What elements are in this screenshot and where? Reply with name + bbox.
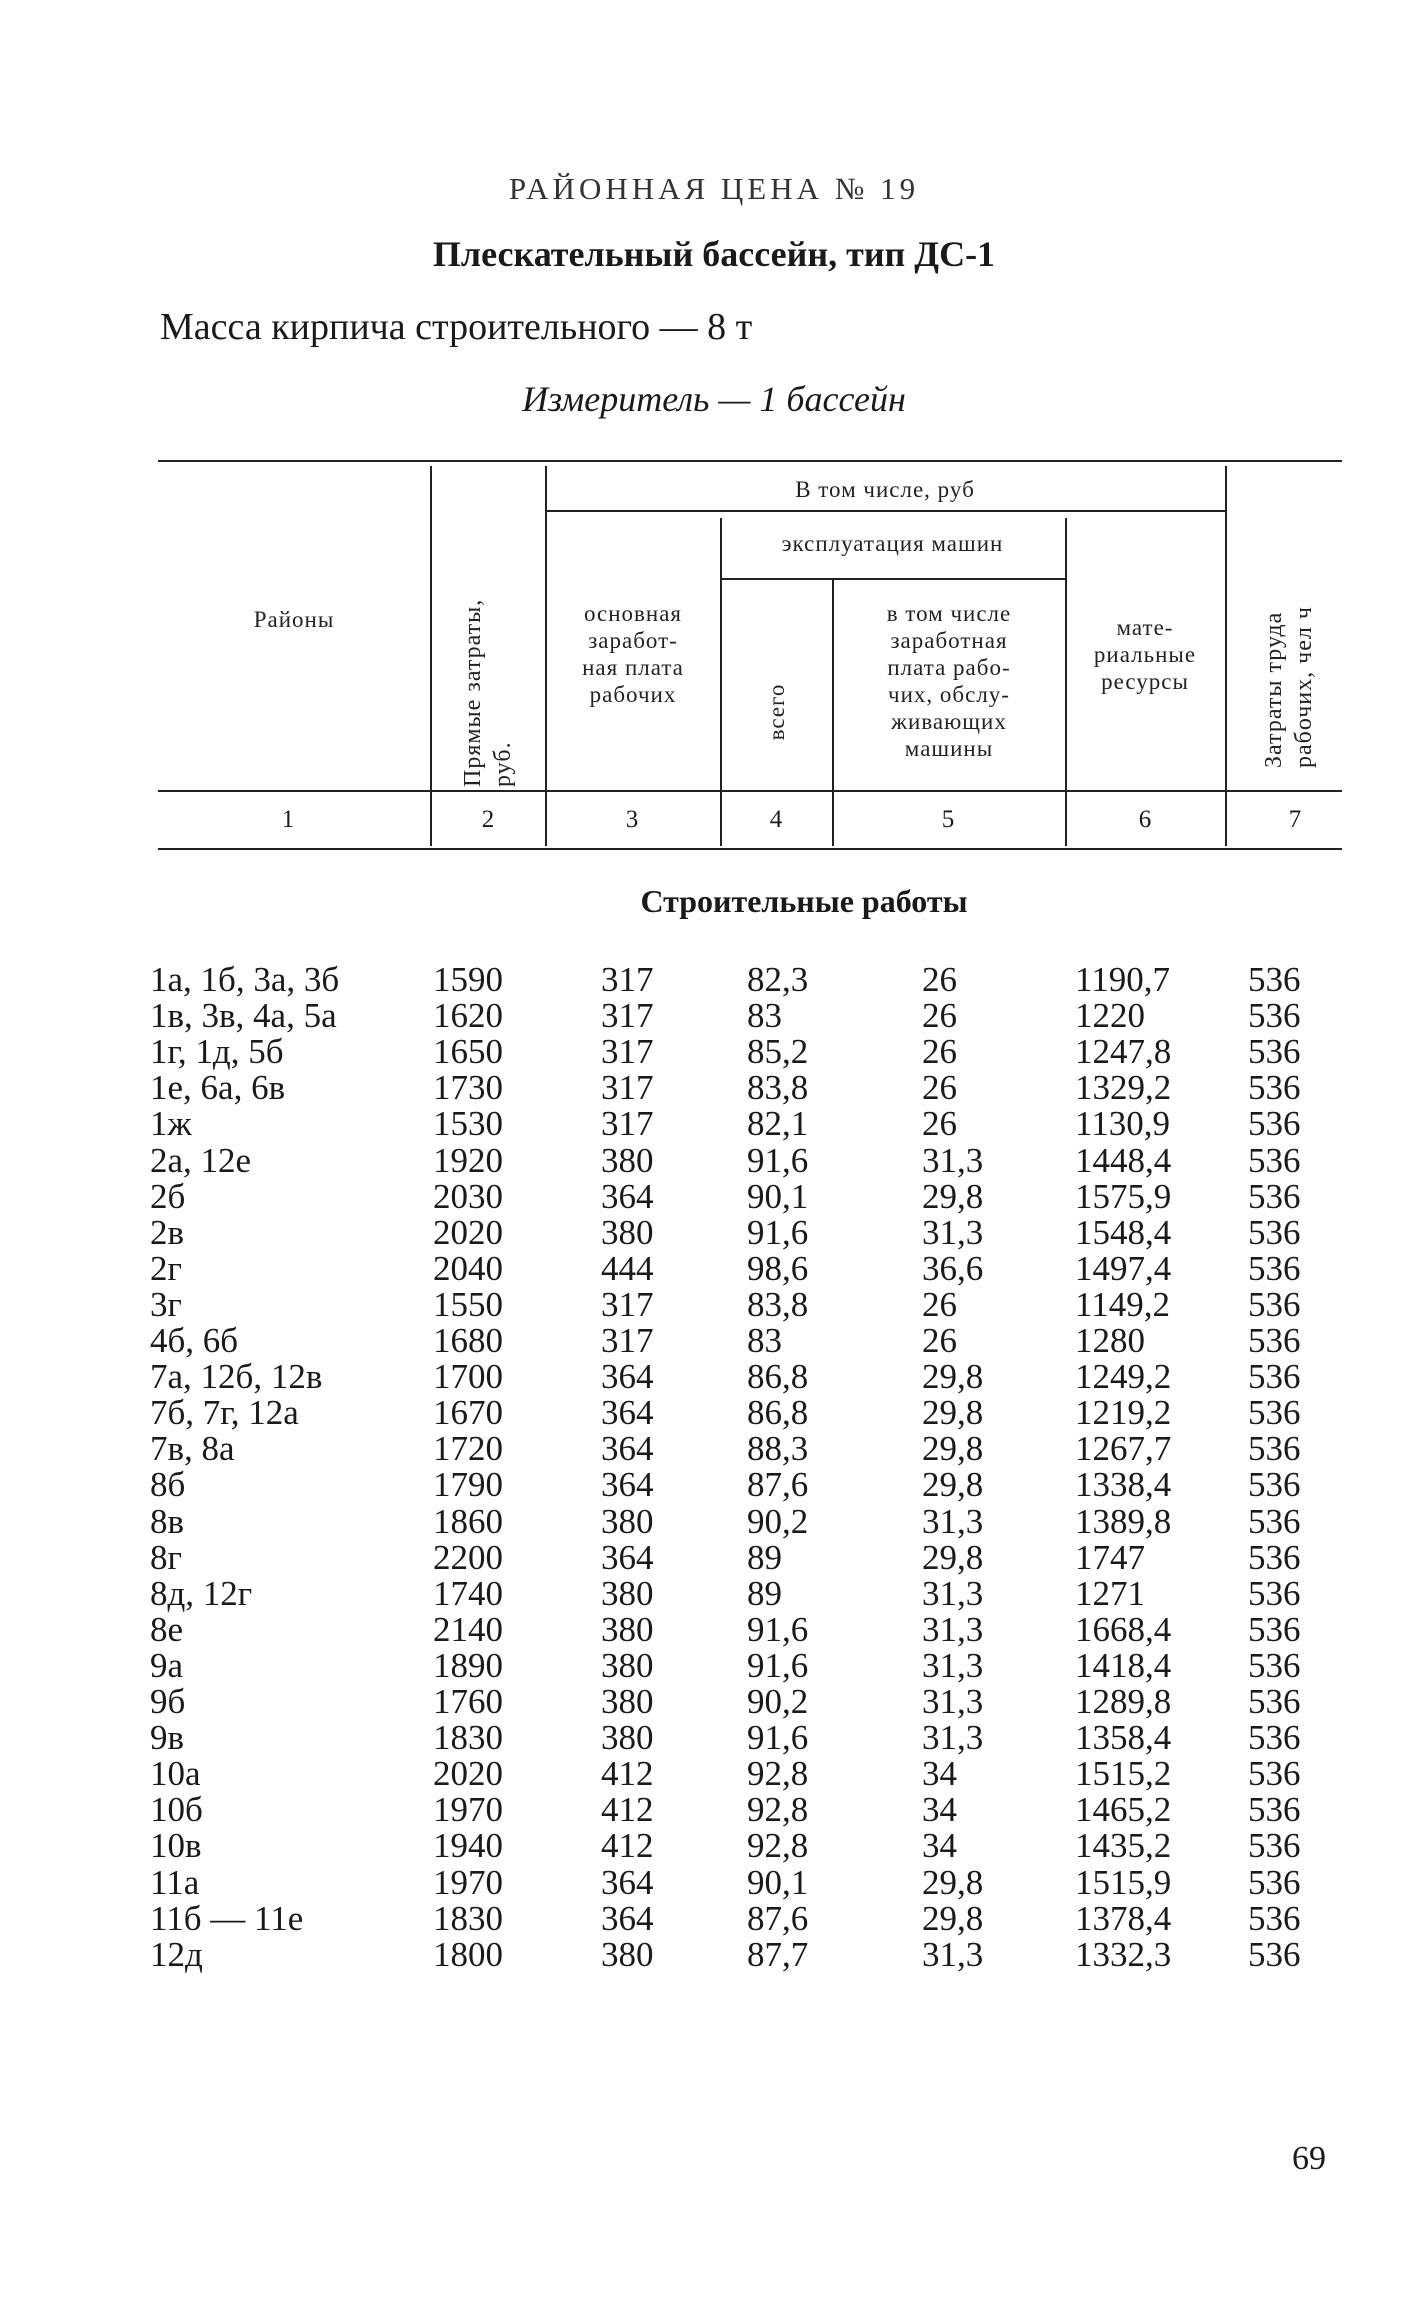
table-row [0,1828,1428,1864]
table-cell: 86,8 [747,1357,809,1397]
table-cell: 317 [601,1068,654,1108]
table-cell: 1890 [433,1645,503,1685]
table-row [0,1323,1428,1359]
header-machine-operation: эксплуатация машин [781,531,1004,556]
table-cell: 317 [601,1104,654,1144]
table-cell: 536 [1248,1284,1301,1324]
table-cell: 8в [150,1501,185,1541]
table-cell: 10б [150,1790,203,1830]
table-cell: 1970 [433,1790,503,1830]
table-row [0,998,1428,1034]
column-number: 6 [1138,806,1152,833]
table-cell: 1247,8 [1075,1032,1172,1072]
header-materials: мате- риальные ресурсы [1093,615,1197,694]
table-cell: 536 [1248,1068,1301,1108]
column-number: 2 [481,806,495,833]
table-cell: 2020 [433,1212,503,1252]
table-cell: 98,6 [747,1248,809,1288]
table-cell: 1е, 6а, 6в [150,1068,286,1108]
table-row [0,1284,1428,1324]
table-cell: 91,6 [747,1609,809,1649]
table-cell: 412 [601,1826,654,1866]
table-cell: 1575,9 [1075,1176,1172,1216]
table-cell: 29,8 [922,1393,984,1433]
header-direct-costs: Прямые затраты, руб. [460,598,516,787]
table-cell: 1358,4 [1075,1718,1172,1758]
table-cell: 317 [601,996,654,1036]
table-cell: 380 [601,1609,654,1649]
table-cell: 380 [601,1682,654,1721]
table-cell: 536 [1248,1934,1301,1974]
table-cell: 83 [747,1321,782,1360]
table-cell: 4б, 6б [150,1321,239,1360]
table-cell: 536 [1248,1862,1301,1902]
table-cell: 31,3 [922,1140,984,1180]
table-cell: 536 [1248,1501,1301,1541]
table-cell: 31,3 [922,1718,984,1758]
table-cell: 92,8 [747,1826,809,1866]
table-cell: 536 [1248,1573,1301,1613]
table-row [0,1537,1428,1577]
table-cell: 1378,4 [1075,1898,1172,1938]
table-cell: 10а [150,1754,201,1794]
table-cell: 9б [150,1682,186,1721]
table-row [0,1645,1428,1685]
table-cell: 2030 [433,1176,503,1216]
table-cell: 9а [150,1645,184,1685]
table-row [0,1359,1428,1395]
table-cell: 1389,8 [1075,1501,1172,1541]
table-cell: 536 [1248,1321,1301,1360]
table-cell: 1267,7 [1075,1429,1172,1469]
table-row [0,1140,1428,1180]
table-cell: 1720 [433,1429,503,1469]
table-cell: 90,2 [747,1501,809,1541]
table-cell: 1515,9 [1075,1862,1172,1902]
table-cell: 34 [922,1790,957,1830]
table-cell: 82,1 [747,1104,809,1144]
table-cell: 82,3 [747,960,809,999]
header-machine-wage: в том числе заработная плата рабо- чих, обслу- живающих машины [886,601,1012,761]
table-cell: 26 [922,1032,957,1072]
table-cell: 317 [601,1032,654,1072]
table-cell: 536 [1248,1032,1301,1072]
table-cell: 1650 [433,1032,503,1072]
table-cell: 1149,2 [1075,1284,1170,1324]
table-cell: 1920 [433,1140,503,1180]
table-cell: 83 [747,996,782,1036]
table-cell: 380 [601,1573,654,1613]
table-cell: 1ж [150,1104,192,1144]
table-cell: 8е [150,1609,184,1649]
table-cell: 380 [601,1645,654,1685]
table-cell: 91,6 [747,1140,809,1180]
table-cell: 1668,4 [1075,1609,1172,1649]
table-row [0,1106,1428,1142]
table-row [0,1034,1428,1070]
table-row [0,1212,1428,1252]
table-cell: 1130,9 [1075,1104,1170,1144]
table-cell: 1497,4 [1075,1248,1172,1288]
table-cell: 7в, 8а [150,1429,235,1469]
table-cell: 11б — 11е [150,1898,304,1938]
table-cell: 29,8 [922,1176,984,1216]
header-labor: Затраты труда рабочих, чел ч [1261,606,1317,768]
column-number: 3 [625,806,639,833]
table-row [0,1609,1428,1649]
table-cell: 1548,4 [1075,1212,1172,1252]
table-cell: 11а [150,1862,200,1902]
table-cell: 2020 [433,1754,503,1794]
table-cell: 29,8 [922,1898,984,1938]
table-cell: 1940 [433,1826,503,1866]
table-cell: 83,8 [747,1068,809,1108]
table-cell: 1а, 1б, 3а, 3б [150,960,340,999]
table-cell: 26 [922,1068,957,1108]
column-number: 5 [941,806,955,833]
table-cell: 536 [1248,1357,1301,1397]
table-cell: 1800 [433,1934,503,1974]
table-cell: 536 [1248,1826,1301,1866]
table-cell: 1280 [1075,1321,1145,1360]
table-cell: 2040 [433,1248,503,1288]
table-cell: 29,8 [922,1357,984,1397]
table-cell: 31,3 [922,1645,984,1685]
price-number-heading: РАЙОННАЯ ЦЕНА № 19 [508,171,920,206]
table-cell: 1465,2 [1075,1790,1172,1830]
table-cell: 536 [1248,1898,1301,1938]
table-cell: 9в [150,1718,185,1758]
column-number: 1 [281,806,295,833]
table-cell: 1620 [433,996,503,1036]
table-row [0,1862,1428,1902]
table-cell: 536 [1248,1104,1301,1144]
table-cell: 31,3 [922,1212,984,1252]
table-cell: 364 [601,1357,654,1397]
table-row [0,1395,1428,1431]
table-cell: 91,6 [747,1212,809,1252]
table-cell: 92,8 [747,1754,809,1794]
table-cell: 8г [150,1537,182,1577]
table-cell: 380 [601,1718,654,1758]
table-cell: 89 [747,1573,782,1613]
table-cell: 364 [601,1898,654,1938]
header-including: В том числе, руб [795,477,975,502]
table-cell: 536 [1248,1212,1301,1252]
table-cell: 1515,2 [1075,1754,1172,1794]
table-cell: 29,8 [922,1429,984,1469]
table-cell: 26 [922,996,957,1036]
table-cell: 1435,2 [1075,1826,1172,1866]
table-cell: 536 [1248,996,1301,1036]
table-cell: 317 [601,960,654,999]
table-cell: 10в [150,1826,202,1866]
table-cell: 1680 [433,1321,503,1360]
header-total: всего [764,683,789,741]
table-cell: 364 [601,1537,654,1577]
table-cell: 1550 [433,1284,503,1324]
table-cell: 2а, 12е [150,1140,252,1180]
table-cell: 536 [1248,1248,1301,1288]
table-row [0,962,1428,998]
brick-mass-note: Масса кирпича строительного — 8 т [160,306,753,348]
table-row [0,1720,1428,1756]
table-cell: 3г [150,1284,182,1324]
table-cell: 364 [601,1862,654,1902]
table-cell: 1747 [1075,1537,1145,1577]
table-cell: 34 [922,1754,957,1794]
table-cell: 364 [601,1176,654,1216]
table-cell: 36,6 [922,1248,984,1288]
table-cell: 26 [922,1321,957,1360]
table-cell: 1338,4 [1075,1465,1172,1505]
table-cell: 380 [601,1212,654,1252]
table-row [0,1176,1428,1216]
table-cell: 91,6 [747,1645,809,1685]
table-cell: 1249,2 [1075,1357,1172,1397]
table-row [0,1792,1428,1828]
table-cell: 2г [150,1248,182,1288]
table-cell: 1790 [433,1465,503,1505]
table-cell: 1730 [433,1068,503,1108]
table-cell: 91,6 [747,1718,809,1758]
table-cell: 31,3 [922,1682,984,1721]
table-cell: 86,8 [747,1393,809,1433]
table-cell: 87,6 [747,1465,809,1505]
table-row [0,1898,1428,1938]
table-cell: 1700 [433,1357,503,1397]
measurement-unit: Измеритель — 1 бассейн [522,379,906,419]
table-cell: 1г, 1д, 5б [150,1032,284,1072]
table-cell: 90,1 [747,1176,809,1216]
table-cell: 536 [1248,1718,1301,1758]
table-cell: 31,3 [922,1934,984,1974]
table-cell: 536 [1248,1176,1301,1216]
table-cell: 29,8 [922,1537,984,1577]
table-cell: 26 [922,1284,957,1324]
table-cell: 1в, 3в, 4а, 5а [150,996,337,1036]
header-regions: Районы [253,607,335,632]
table-cell: 1760 [433,1682,503,1721]
table-cell: 364 [601,1465,654,1505]
table-cell: 2140 [433,1609,503,1649]
table-cell: 536 [1248,1429,1301,1469]
column-number: 7 [1288,806,1302,833]
table-cell: 26 [922,960,957,999]
table-cell: 380 [601,1501,654,1541]
table-cell: 8д, 12г [150,1573,253,1613]
table-cell: 536 [1248,1790,1301,1830]
table-cell: 1332,3 [1075,1934,1172,1974]
table-cell: 90,2 [747,1682,809,1721]
table-cell: 31,3 [922,1501,984,1541]
table-cell: 83,8 [747,1284,809,1324]
table-cell: 1289,8 [1075,1682,1172,1721]
table-cell: 1190,7 [1075,960,1170,999]
table-cell: 2в [150,1212,185,1252]
table-cell: 89 [747,1537,782,1577]
table-row [0,1070,1428,1106]
table-row [0,1431,1428,1467]
table-cell: 1860 [433,1501,503,1541]
header-base-wage: основная заработ- ная плата рабочих [582,601,684,707]
table-cell: 364 [601,1429,654,1469]
table-cell: 536 [1248,1393,1301,1433]
table-cell: 87,6 [747,1898,809,1938]
table-cell: 1740 [433,1573,503,1613]
table-cell: 536 [1248,1682,1301,1721]
table-cell: 412 [601,1790,654,1830]
table-cell: 536 [1248,1754,1301,1794]
table-cell: 87,7 [747,1934,809,1974]
table-cell: 536 [1248,960,1301,999]
table-cell: 34 [922,1826,957,1866]
table-cell: 1590 [433,960,503,999]
table-cell: 85,2 [747,1032,809,1072]
table-cell: 1220 [1075,996,1145,1036]
table-cell: 364 [601,1393,654,1433]
table-row [0,1248,1428,1288]
column-number: 4 [769,806,783,833]
table-cell: 317 [601,1321,654,1360]
table-row [0,1467,1428,1503]
table-cell: 7б, 7г, 12а [150,1393,299,1433]
table-cell: 1970 [433,1862,503,1902]
table-cell: 1448,4 [1075,1140,1172,1180]
table-cell: 536 [1248,1465,1301,1505]
table-cell: 31,3 [922,1573,984,1613]
table-cell: 12д [150,1934,203,1974]
table-cell: 1271 [1075,1573,1145,1613]
table-cell: 26 [922,1104,957,1144]
table-cell: 536 [1248,1609,1301,1649]
table-cell: 1219,2 [1075,1393,1172,1433]
table-cell: 1329,2 [1075,1068,1172,1108]
table-cell: 1530 [433,1104,503,1144]
document-title: Плескательный бассейн, тип ДС-1 [432,234,996,274]
table-cell: 536 [1248,1537,1301,1577]
table-row [0,1934,1428,1974]
table-cell: 92,8 [747,1790,809,1830]
table-cell: 380 [601,1934,654,1974]
table-cell: 1830 [433,1718,503,1758]
table-cell: 8б [150,1465,186,1505]
table-cell: 31,3 [922,1609,984,1649]
table-cell: 29,8 [922,1862,984,1902]
table-cell: 90,1 [747,1862,809,1902]
table-cell: 1830 [433,1898,503,1938]
table-cell: 2200 [433,1537,503,1577]
page-number: 69 [1292,2140,1326,2177]
table-cell: 29,8 [922,1465,984,1505]
table-cell: 444 [601,1248,654,1288]
table-cell: 412 [601,1754,654,1794]
table-cell: 2б [150,1176,186,1216]
table-cell: 1670 [433,1393,503,1433]
table-cell: 1418,4 [1075,1645,1172,1685]
table-row [0,1573,1428,1613]
table-row [0,1756,1428,1792]
table-cell: 536 [1248,1140,1301,1180]
table-cell: 88,3 [747,1429,809,1469]
table-cell: 536 [1248,1645,1301,1685]
table-row [0,1684,1428,1720]
table-cell: 380 [601,1140,654,1180]
table-cell: 317 [601,1284,654,1324]
section-title: Строительные работы [640,883,968,919]
table-cell: 7а, 12б, 12в [150,1357,323,1397]
table-row [0,1501,1428,1541]
